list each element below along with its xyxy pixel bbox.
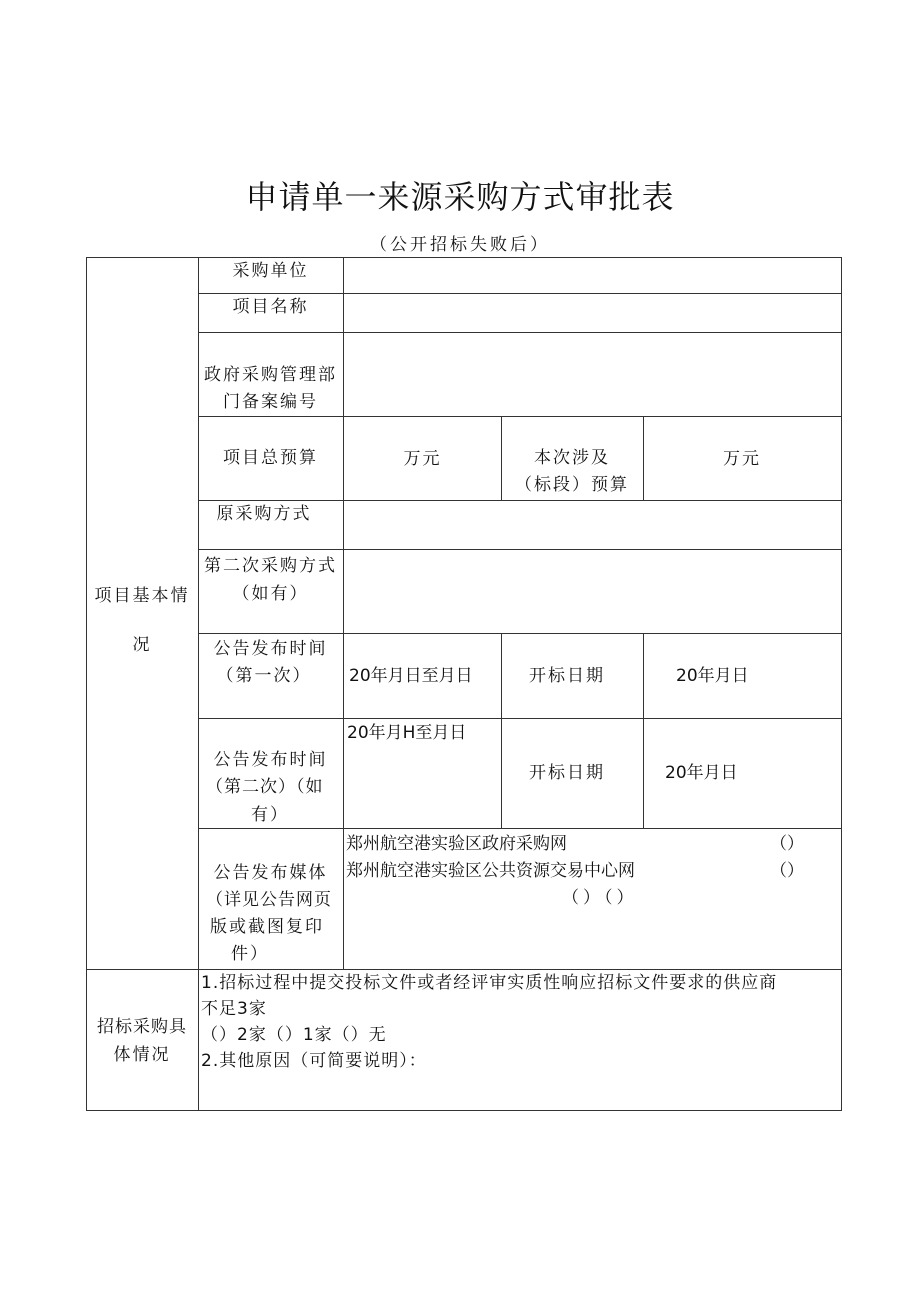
label-bid-open-2: 开标日期 [529,763,605,783]
section-procurement-label-line2: 体情况 [113,1045,171,1065]
label-second-method-line1: 第二次采购方式 [204,556,337,576]
section-budget-unit[interactable]: 万元 [723,449,761,469]
label-second-method-line2: （如有） [232,584,309,604]
label-notice1-line2: （第一次） [216,666,312,686]
label-purchaser: 采购单位 [232,261,309,281]
media-option-3-checkboxes[interactable]: （）（） [562,888,638,908]
form-subtitle: （公开招标失败后） [370,235,550,255]
label-section-budget-line2: （标段）预算 [515,475,629,495]
label-notice2-line3: 有） [251,805,289,825]
notice1-period[interactable]: 20年月日至月日 [349,666,473,686]
label-media-line1: 公告发布媒体 [213,863,328,883]
bid-open-date-1[interactable]: 20年月日 [676,666,749,686]
media-option-1: 郑州航空港实验区政府采购网 [346,834,567,854]
label-media-line3: 版或截图复印 [210,917,324,937]
label-media-line2: （详见公告网页 [206,890,332,910]
label-total-budget: 项目总预算 [223,448,318,468]
label-notice2-line1: 公告发布时间 [213,750,328,770]
project-name-field[interactable] [344,294,841,332]
total-budget-unit[interactable]: 万元 [403,449,442,469]
section-procurement-label-line1: 招标采购具 [97,1017,187,1037]
section-basic-label-line1: 项目基本情 [94,586,190,606]
label-notice1-line1: 公告发布时间 [213,639,328,659]
label-project-name: 项目名称 [232,297,309,317]
section-basic-label-line2: 况 [132,635,152,655]
label-filing-no-line2: 门备案编号 [223,392,318,412]
second-method-field[interactable] [344,550,841,633]
bid-open-date-2[interactable]: 20年月日 [665,763,738,783]
purchaser-field[interactable] [344,258,841,293]
procurement-item-1-line1: 1.招标过程中提交投标文件或者经评审实质性响应招标文件要求的供应商 [201,973,778,993]
procurement-item-2[interactable]: 2.其他原因（可简要说明）： [201,1051,427,1071]
procurement-item-1-options[interactable]: （）2家（）1家（）无 [201,1025,387,1045]
label-bid-open-1: 开标日期 [529,666,605,686]
label-section-budget-line1: 本次涉及 [534,448,610,468]
original-method-field[interactable] [344,501,841,549]
procurement-item-1-line2: 不足3家 [201,999,267,1019]
notice2-period[interactable]: 20年月H至月日 [347,723,467,743]
label-filing-no-line1: 政府采购管理部 [204,365,337,385]
media-option-2-checkbox[interactable]: （） [770,861,804,881]
media-option-1-checkbox[interactable]: （） [770,834,804,854]
label-media-line4: 件） [231,944,269,964]
filing-no-field[interactable] [344,333,841,416]
label-original-method: 原采购方式 [216,504,312,524]
media-option-2: 郑州航空港实验区公共资源交易中心网 [346,861,635,881]
label-notice2-line2: （第二次）（如 [206,777,324,797]
form-title: 申请单一来源采购方式审批表 [245,178,675,216]
